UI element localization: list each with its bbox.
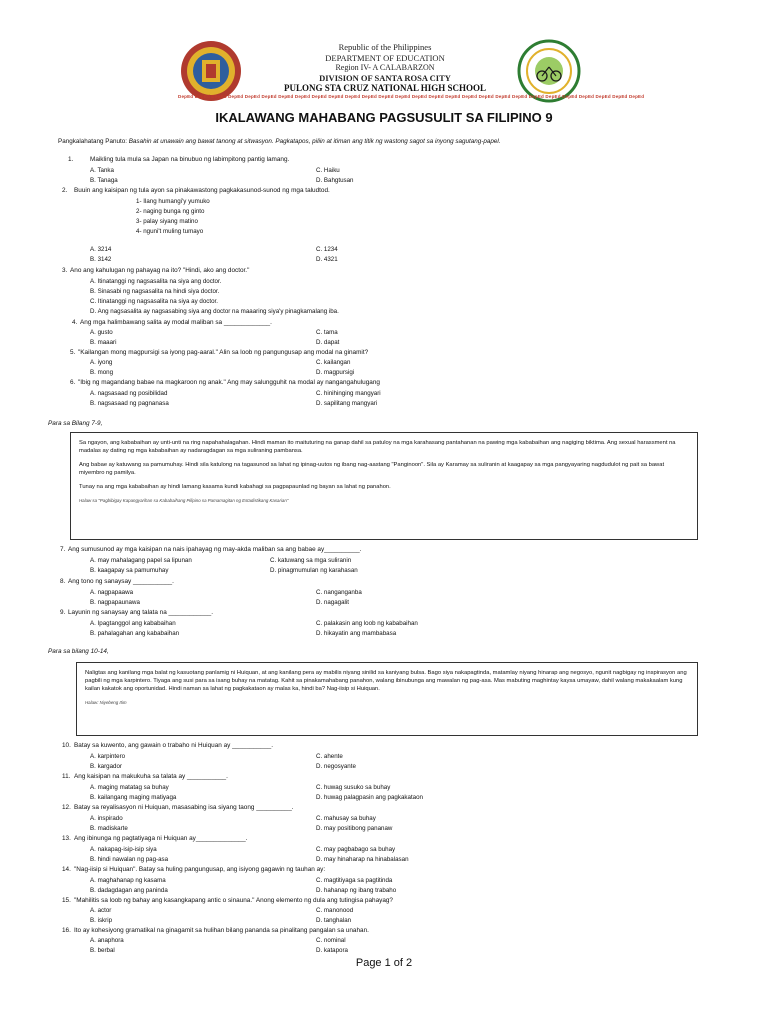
- q16-option-b[interactable]: B. berbal: [90, 947, 115, 954]
- q3-option-c[interactable]: C. Itinatanggi ng nagsasalita na siya ay doctor.: [90, 298, 218, 305]
- q14-option-b[interactable]: B. dadagdagan ang paninda: [90, 887, 168, 894]
- q3-number: 3.: [62, 267, 68, 274]
- q12-option-b[interactable]: B. madiskarte: [90, 825, 128, 832]
- instructions-text: Basahin at unawain ang bawat tanong at sitwasyon. Pagkatapos, piliin at itiman ang titik ng wastong sagot sa inyong sagutang-papel.: [128, 138, 501, 145]
- q13-number: 13.: [62, 835, 71, 842]
- q2-stem: Buuin ang kaisipan ng tula ayon sa pinakawastong pagkakasunod-sunod ng mga taludtod.: [74, 187, 330, 194]
- q4-option-b[interactable]: B. maaari: [90, 339, 117, 346]
- q11-option-a[interactable]: A. maging matatag sa buhay: [90, 784, 169, 791]
- deped-ribbon: DepEd DepEd DepEd DepEd DepEd DepEd DepEd DepEd DepEd DepEd DepEd DepEd DepEd DepEd DepEd DepEd DepEd DepEd DepEd DepEd DepEd DepEd DepEd DepEd DepEd DepEd DepEd DepEd: [178, 94, 645, 99]
- q7-option-c[interactable]: C. katuwang sa mga suliranin: [270, 557, 352, 564]
- exam-title: IKALAWANG MAHABANG PAGSUSULIT SA FILIPINO 9: [215, 110, 553, 125]
- page-number: Page 1 of 2: [355, 957, 413, 969]
- q6-option-d[interactable]: D. sapilitang mangyari: [316, 400, 378, 407]
- passage-2-paragraph: Naligtas ang kanilang mga balat ng kasuotang panlamig ni Huiquan, at ang kanilang pera ay mabilis niyang sinilid sa kaniyang bulsa. Bago siya nakapagtinda, matamlay niyang hinarap ang negosyo, ngunit nagbigay ng inspirasyon ang pagbili ng mga karpintero. Tiyaga ang susi para sa isang buhay na matatag. Kahit sa pinakamahabang panahon, walang ibinubunga ang mawalan ng pag-asa. Mas mabuting maghintay kaysa umayaw, dahil walang makakaalam kung kailan kakatok ang oportunidad. Hindi naman sa lahat ng pagkakataon ay malas ka, hindi ba? Nag-iisip si Huiquan.: [85, 670, 687, 692]
- region-line: Region IV- A CALABARZON: [335, 63, 435, 72]
- q2-option-b[interactable]: B. 3142: [90, 256, 112, 263]
- q10-stem: Batay sa kuwento, ang gawain o trabaho ni Huiquan ay ___________.: [74, 742, 273, 749]
- q13-option-c[interactable]: C. may pagbabago sa buhay: [316, 846, 396, 853]
- q11-option-b[interactable]: B. kailangang maging matiyaga: [90, 794, 177, 801]
- passage-1-box: [70, 432, 698, 540]
- republic-line: Republic of the Philippines: [338, 42, 432, 52]
- q7-option-d[interactable]: D. pinagmumulan ng karahasan: [270, 567, 358, 574]
- q12-option-c[interactable]: C. mahusay sa buhay: [316, 815, 376, 822]
- passage-2-box: [76, 662, 698, 736]
- q16-stem: Ito ay kohesiyong gramatikal na ginagamit sa hulihan bilang pananda sa pinalitang pangalan sa unahan.: [74, 927, 369, 934]
- q6-option-c[interactable]: C. hinihinging mangyari: [316, 390, 381, 397]
- q11-option-c[interactable]: C. huwag susuko sa buhay: [316, 784, 391, 791]
- q15-option-c[interactable]: C. manonood: [316, 907, 354, 914]
- q6-stem: "Ibig ng magandang babae na magkaroon ng anak." Ang may salungguhit na modal ay nangangahulugang: [78, 379, 380, 386]
- q12-number: 12.: [62, 804, 71, 811]
- q10-number: 10.: [62, 742, 71, 749]
- q8-option-d[interactable]: D. nagagalit: [316, 599, 350, 606]
- q15-option-a[interactable]: A. actor: [90, 907, 112, 914]
- q2-option-d[interactable]: D. 4321: [316, 256, 338, 263]
- q5-stem: "Kailangan mong magpursigi sa iyong pag-aaral." Alin sa loob ng pangungusap ang modal na ginamit?: [78, 349, 369, 356]
- passage-1-paragraph-2: Ang babae ay katuwang sa pamumuhay. Hindi sila katulong na tagasunod sa lahat ng ipinag-uutos ng ibang nag-aastang "Panginoon". Sila ay Karamay sa suliranin at kaagapay sa mga pangyayaring nagdudulot ng pait sa bawat miyembro ng pamilya.: [79, 462, 665, 476]
- q1-option-d[interactable]: D. Bahgtusan: [316, 177, 354, 184]
- q8-option-a[interactable]: A. nagpapaawa: [90, 589, 134, 596]
- q2-option-c[interactable]: C. 1234: [316, 246, 338, 253]
- q3-option-d[interactable]: D. Ang nagsasalita ay nagsasabing siya ang doctor na maaaring siya'y pinagkamalang iba.: [90, 308, 339, 315]
- q15-option-d[interactable]: D. tanghalan: [316, 917, 352, 924]
- q2-line-2: 2- naging bunga ng ginto: [136, 208, 205, 215]
- q12-option-a[interactable]: A. inspirado: [90, 815, 123, 822]
- q7-option-b[interactable]: B. kaagapay sa pamumuhay: [90, 567, 169, 574]
- q14-option-a[interactable]: A. maghahanap ng kasama: [90, 877, 166, 884]
- q16-number: 16.: [62, 927, 71, 934]
- q8-option-c[interactable]: C. nanganganba: [316, 589, 362, 596]
- q15-option-b[interactable]: B. iskrip: [90, 917, 113, 924]
- passage-2-source: Halaw: Niyebeng Itim: [85, 700, 127, 705]
- q2-line-4: 4- nguni't muling tumayo: [136, 228, 204, 235]
- q6-option-a[interactable]: A. nagsasaad ng posibilidad: [90, 390, 168, 397]
- q4-option-a[interactable]: A. gusto: [90, 329, 113, 336]
- q9-option-d[interactable]: D. hikayatin ang mambabasa: [316, 630, 397, 637]
- passage-1-label: Para sa Bilang 7-9,: [48, 420, 103, 427]
- q1-stem: Maikling tula mula sa Japan na binubuo ng labimpitong pantig lamang.: [90, 156, 290, 163]
- q11-option-d[interactable]: D. huwag palagpasin ang pagkakataon: [316, 794, 423, 801]
- q14-number: 14.: [62, 866, 71, 873]
- q14-stem: "Nag-iisip si Huiquan". Batay sa huling pangungusap, ang isiyong gagawin ng tauhan ay:: [74, 866, 326, 873]
- q14-option-c[interactable]: C. magtitiyaga sa pagtitinda: [316, 877, 393, 884]
- q7-option-a[interactable]: A. may mahalagang papel sa lipunan: [90, 557, 192, 564]
- q9-option-a[interactable]: A. Ipagtanggol ang kababaihan: [90, 620, 176, 627]
- q12-option-d[interactable]: D. may positibong pananaw: [316, 825, 393, 832]
- q1-option-c[interactable]: C. Haiku: [316, 167, 340, 174]
- school-line: PULONG STA CRUZ NATIONAL HIGH SCHOOL: [284, 83, 486, 93]
- division-line: DIVISION OF SANTA ROSA CITY: [319, 73, 451, 83]
- q11-stem: Ang kaisipan na makukuha sa talata ay ___________.: [74, 773, 228, 780]
- q2-option-a[interactable]: A. 3214: [90, 246, 112, 253]
- q9-stem: Layunin ng sanaysay ang talata na ____________.: [68, 609, 213, 616]
- q5-option-b[interactable]: B. mong: [90, 369, 114, 376]
- q7-stem: Ang sumusunod ay mga kaisipan na nais ipahayag ng may-akda maliban sa ang babae ay__________.: [68, 546, 362, 553]
- q11-number: 11.: [62, 773, 71, 780]
- q15-stem: "Mahilitis sa loob ng bahay ang kasangkapang antic o sinauna." Anong elemento ng dula ang tutingisa pahayag?: [74, 897, 393, 904]
- q10-option-b[interactable]: B. kargador: [90, 763, 122, 770]
- q10-option-c[interactable]: C. ahente: [316, 753, 343, 760]
- q3-option-b[interactable]: B. Sinasabi ng nagsasalita na hindi siya doctor.: [90, 288, 220, 295]
- q2-number: 2.: [62, 187, 68, 194]
- q4-option-d[interactable]: D. dapat: [316, 339, 340, 346]
- q3-option-a[interactable]: A. Itinatanggi ng nagsasalita na siya ang doctor.: [90, 278, 222, 285]
- q5-option-a[interactable]: A. iyong: [90, 359, 113, 366]
- q4-number: 4.: [72, 319, 78, 326]
- school-seal-logo: [518, 40, 580, 102]
- q13-option-d[interactable]: D. may hinaharap na hinabalasan: [316, 856, 409, 863]
- q6-number: 6.: [70, 379, 76, 386]
- passage-1-paragraph-3: Tunay na ang mga kababaihan ay hindi lamang kasama kundi kabahagi sa pagpapaunlad ng bayan sa lahat ng panahon.: [79, 484, 391, 490]
- q4-option-c[interactable]: C. tama: [316, 329, 338, 336]
- q6-option-b[interactable]: B. nagsasaad ng pagnanasa: [90, 400, 169, 407]
- instructions-label: Pangkalahatang Panuto:: [58, 138, 127, 145]
- q13-option-a[interactable]: A. nakapag-isip-isip siya: [90, 846, 157, 853]
- q5-option-d[interactable]: D. magpursigi: [316, 369, 355, 376]
- q12-stem: Batay sa reyalisasyon ni Huiquan, masasabing isa siyang taong __________.: [74, 804, 294, 811]
- q13-stem: Ang ibinunga ng pagtatiyaga ni Huiquan ay______________.: [74, 835, 248, 842]
- q13-option-b[interactable]: B. hindi nawalan ng pag-asa: [90, 856, 169, 863]
- q8-number: 8.: [60, 578, 66, 585]
- passage-1-source: Halaw sa "Pagbibigay Kapangyarihan sa Kababaihang Pilipino sa Pamamagitan ng Estadistikang Kasarian": [79, 498, 289, 503]
- q8-option-b[interactable]: B. nagpapaunawa: [90, 599, 140, 606]
- deped-line: DEPARTMENT OF EDUCATION: [325, 53, 445, 63]
- q1-option-b[interactable]: B. Tanaga: [90, 177, 118, 184]
- q5-option-c[interactable]: C. kailangan: [316, 359, 351, 366]
- q2-line-1: 1- Ilang humangi'y yumuko: [136, 198, 210, 205]
- q8-stem: Ang tono ng sanaysay ___________.: [68, 578, 174, 585]
- q14-option-d[interactable]: D. hahanap ng ibang trabaho: [316, 887, 397, 894]
- q7-number: 7.: [60, 546, 66, 553]
- instructions: [58, 138, 501, 145]
- q16-option-c[interactable]: C. nominal: [316, 937, 346, 944]
- q9-number: 9.: [60, 609, 66, 616]
- q16-option-a[interactable]: A. anaphora: [90, 937, 124, 944]
- q10-option-d[interactable]: D. negosyante: [316, 763, 356, 770]
- q2-line-3: 3- palay siyang matino: [136, 218, 198, 225]
- q3-stem: Ano ang kahulugan ng pahayag na ito? "Hindi, ako ang doctor.": [70, 267, 250, 274]
- q16-option-d[interactable]: D. katapora: [316, 947, 348, 954]
- q9-option-c[interactable]: C. palakasin ang loob ng kababaihan: [316, 620, 418, 627]
- q15-number: 15.: [62, 897, 71, 904]
- q5-number: 5.: [70, 349, 76, 356]
- q1-option-a[interactable]: A. Tanka: [90, 167, 114, 174]
- q1-number: 1.: [68, 156, 74, 163]
- q9-option-b[interactable]: B. pahalagahan ang kababaihan: [90, 630, 180, 637]
- q10-option-a[interactable]: A. karpintero: [90, 753, 126, 760]
- passage-2-label: Para sa bilang 10-14,: [48, 648, 109, 655]
- q4-stem: Ang mga halimbawang salita ay modal maliban sa _____________.: [80, 319, 272, 326]
- passage-1-paragraph-1: Sa ngayon, ang kababaihan ay unti-unti na ring napahahalagahan. Hindi maman ito maituturing na ganap dahil sa patuloy na mga karahasang pantahanan na pawing mga kababaihan ang nagiging biktima. Ang sexual harassment na madalas ay dating ng mga kababaihan ay nadaragdagan sa mga suliraning pambansa.: [79, 440, 676, 454]
